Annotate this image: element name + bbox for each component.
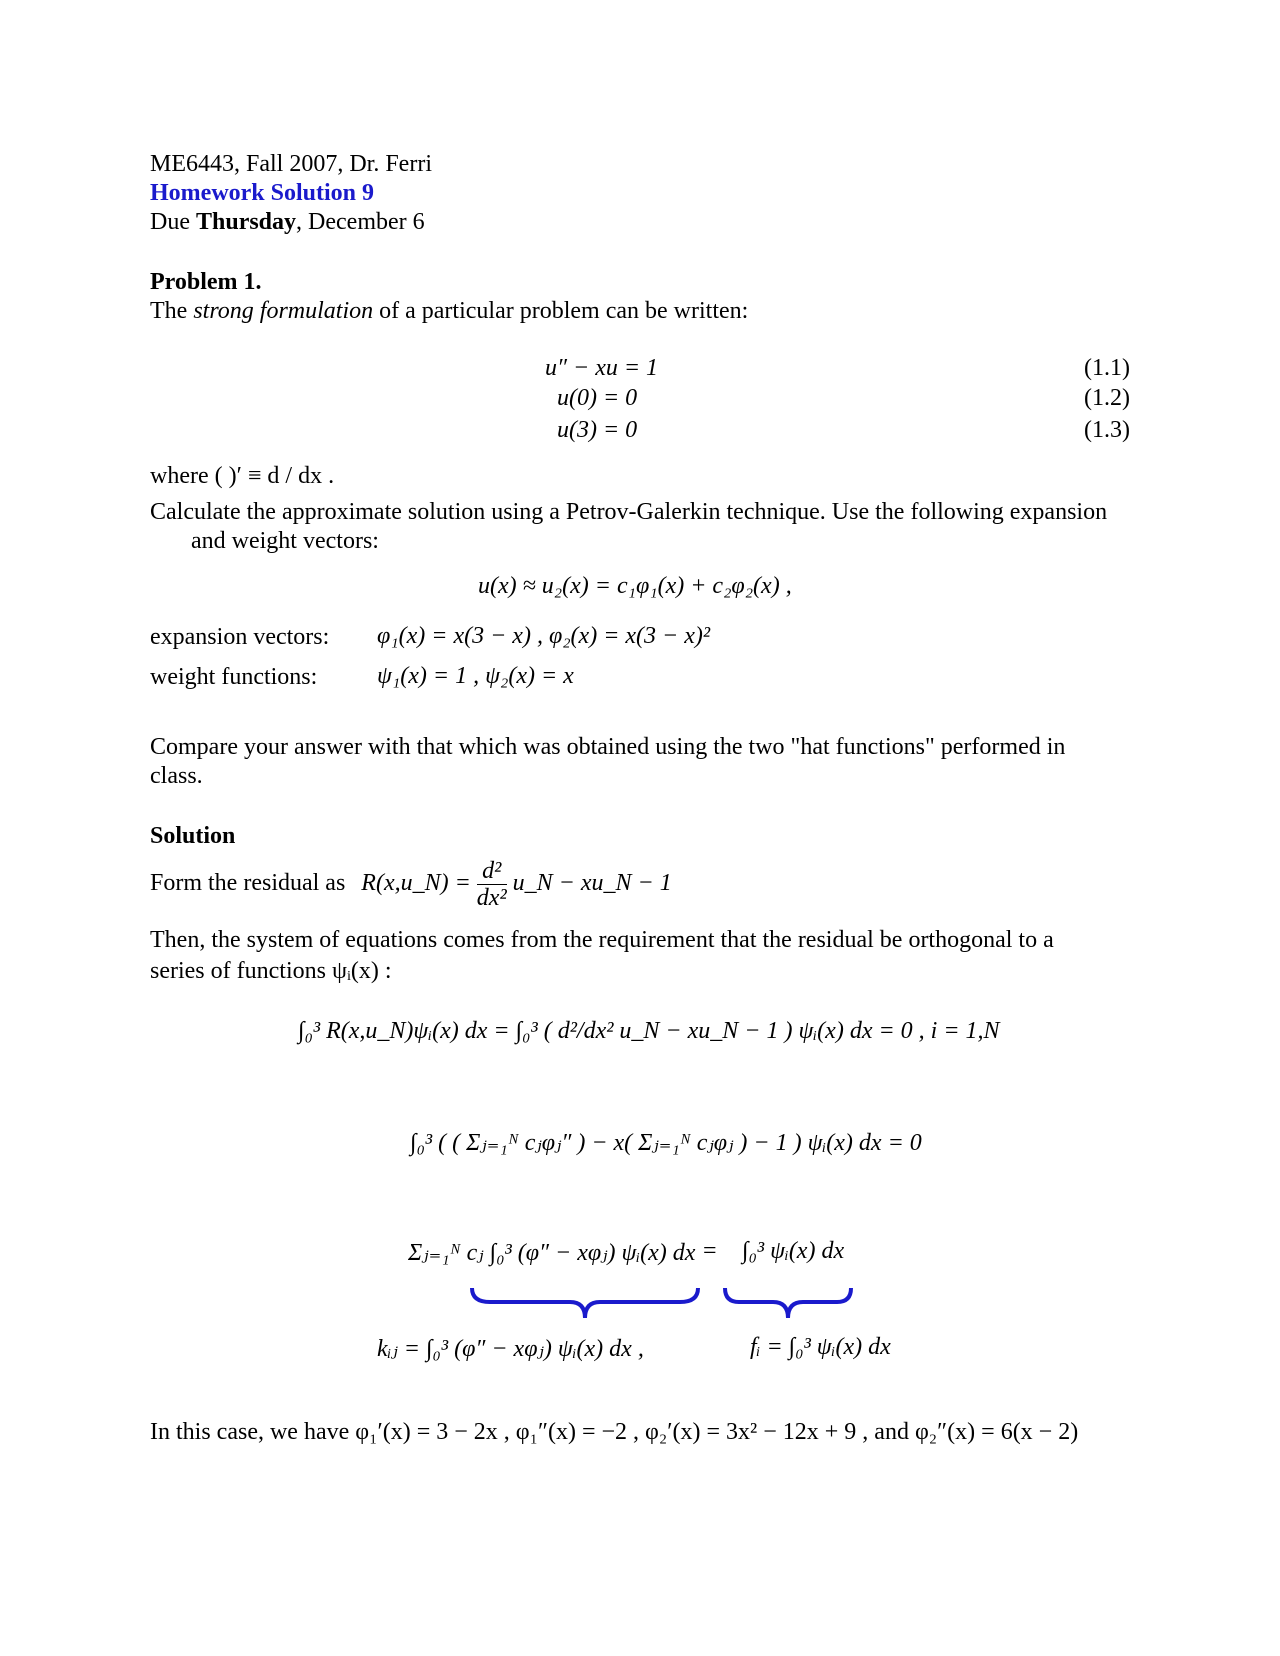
orthogonality-equation: ∫₀³ R(x,u_N)ψᵢ(x) dx = ∫₀³ ( d²/dx² u_N − xu_N − 1 ) ψᵢ(x) dx = 0 , i = 1,N [298,1018,1000,1044]
residual-denominator: dx² [476,884,507,911]
problem-intro [150,297,748,326]
due-line [150,208,425,237]
compare-line-1: Compare your answer with that which was obtained using the two "hat functions" performed in [150,734,1066,760]
due-suffix: , December 6 [296,209,425,235]
expansion-equation: u(x) ≈ u₂(x) = c₁φ₁(x) + c₂φ₂(x) , [478,573,792,599]
equation-number-1-2: (1.2) [1084,385,1130,411]
residual-fraction [477,858,507,911]
final-line: In this case, we have φ₁′(x) = 3 − 2x , φ₁″(x) = −2 , φ₂′(x) = 3x² − 12x + 9 , and φ₂″(x) = 6(x − 2) [150,1419,1079,1445]
then-line-1: Then, the system of equations comes from the requirement that the residual be orthogonal to a [150,927,1054,953]
expansion-label: expansion vectors: [150,624,330,650]
doc-title: Homework Solution 9 [150,180,375,206]
compare-line-2: class. [150,763,203,789]
intro-pre: The [150,298,194,324]
residual-rhs: u_N − xu_N − 1 [512,870,672,896]
intro-post: of a particular problem can be written: [373,298,749,324]
residual-lhs: R(x,u_N) = [361,870,471,896]
problem-heading: Problem 1. [150,269,262,295]
weight-value: ψ₁(x) = 1 , ψ₂(x) = x [377,663,574,689]
due-day: Thursday [195,209,297,235]
intro-italic: strong formulation [193,298,374,324]
fi-definition: fᵢ = ∫₀³ ψᵢ(x) dx [750,1334,891,1360]
solution-heading: Solution [150,823,236,849]
calc-line-2: and weight vectors: [191,528,379,554]
residual-numerator: d² [477,858,507,885]
where-line: where ( )′ ≡ d / dx . [150,463,335,489]
calc-line-1: Calculate the approximate solution using a Petrov-Galerkin technique. Use the following expansion [150,499,1108,525]
residual-text: Form the residual as [150,870,346,896]
equation-1-2: u(0) = 0 [557,385,638,411]
equation-1-3: u(3) = 0 [557,417,638,443]
kij-definition: kᵢⱼ = ∫₀³ (φ″ − xφⱼ) ψᵢ(x) dx , [377,1336,644,1362]
system-lhs: Σⱼ₌₁ᴺ cⱼ ∫₀³ (φ″ − xφⱼ) ψᵢ(x) dx [408,1240,696,1266]
system-rhs: ∫₀³ ψᵢ(x) dx [742,1238,845,1264]
fi-underbrace [723,1286,853,1320]
equation-number-1-1: (1.1) [1084,355,1130,381]
equation-1-1: u″ − xu = 1 [545,355,659,381]
kij-underbrace [470,1286,700,1320]
equation-number-1-3: (1.3) [1084,417,1130,443]
system-equals: = [703,1238,717,1264]
expansion-value: φ₁(x) = x(3 − x) , φ₂(x) = x(3 − x)² [377,623,711,649]
then-line-2: series of functions ψᵢ(x) : [150,958,392,984]
weight-label: weight functions: [150,664,318,690]
residual-line [150,853,672,913]
course-line: ME6443, Fall 2007, Dr. Ferri [150,151,432,177]
sum-equation: ∫₀³ ( ( Σⱼ₌₁ᴺ cⱼφⱼ″ ) − x( Σⱼ₌₁ᴺ cⱼφⱼ ) − 1 ) ψᵢ(x) dx = 0 [410,1130,922,1156]
due-prefix: Due [150,209,196,235]
